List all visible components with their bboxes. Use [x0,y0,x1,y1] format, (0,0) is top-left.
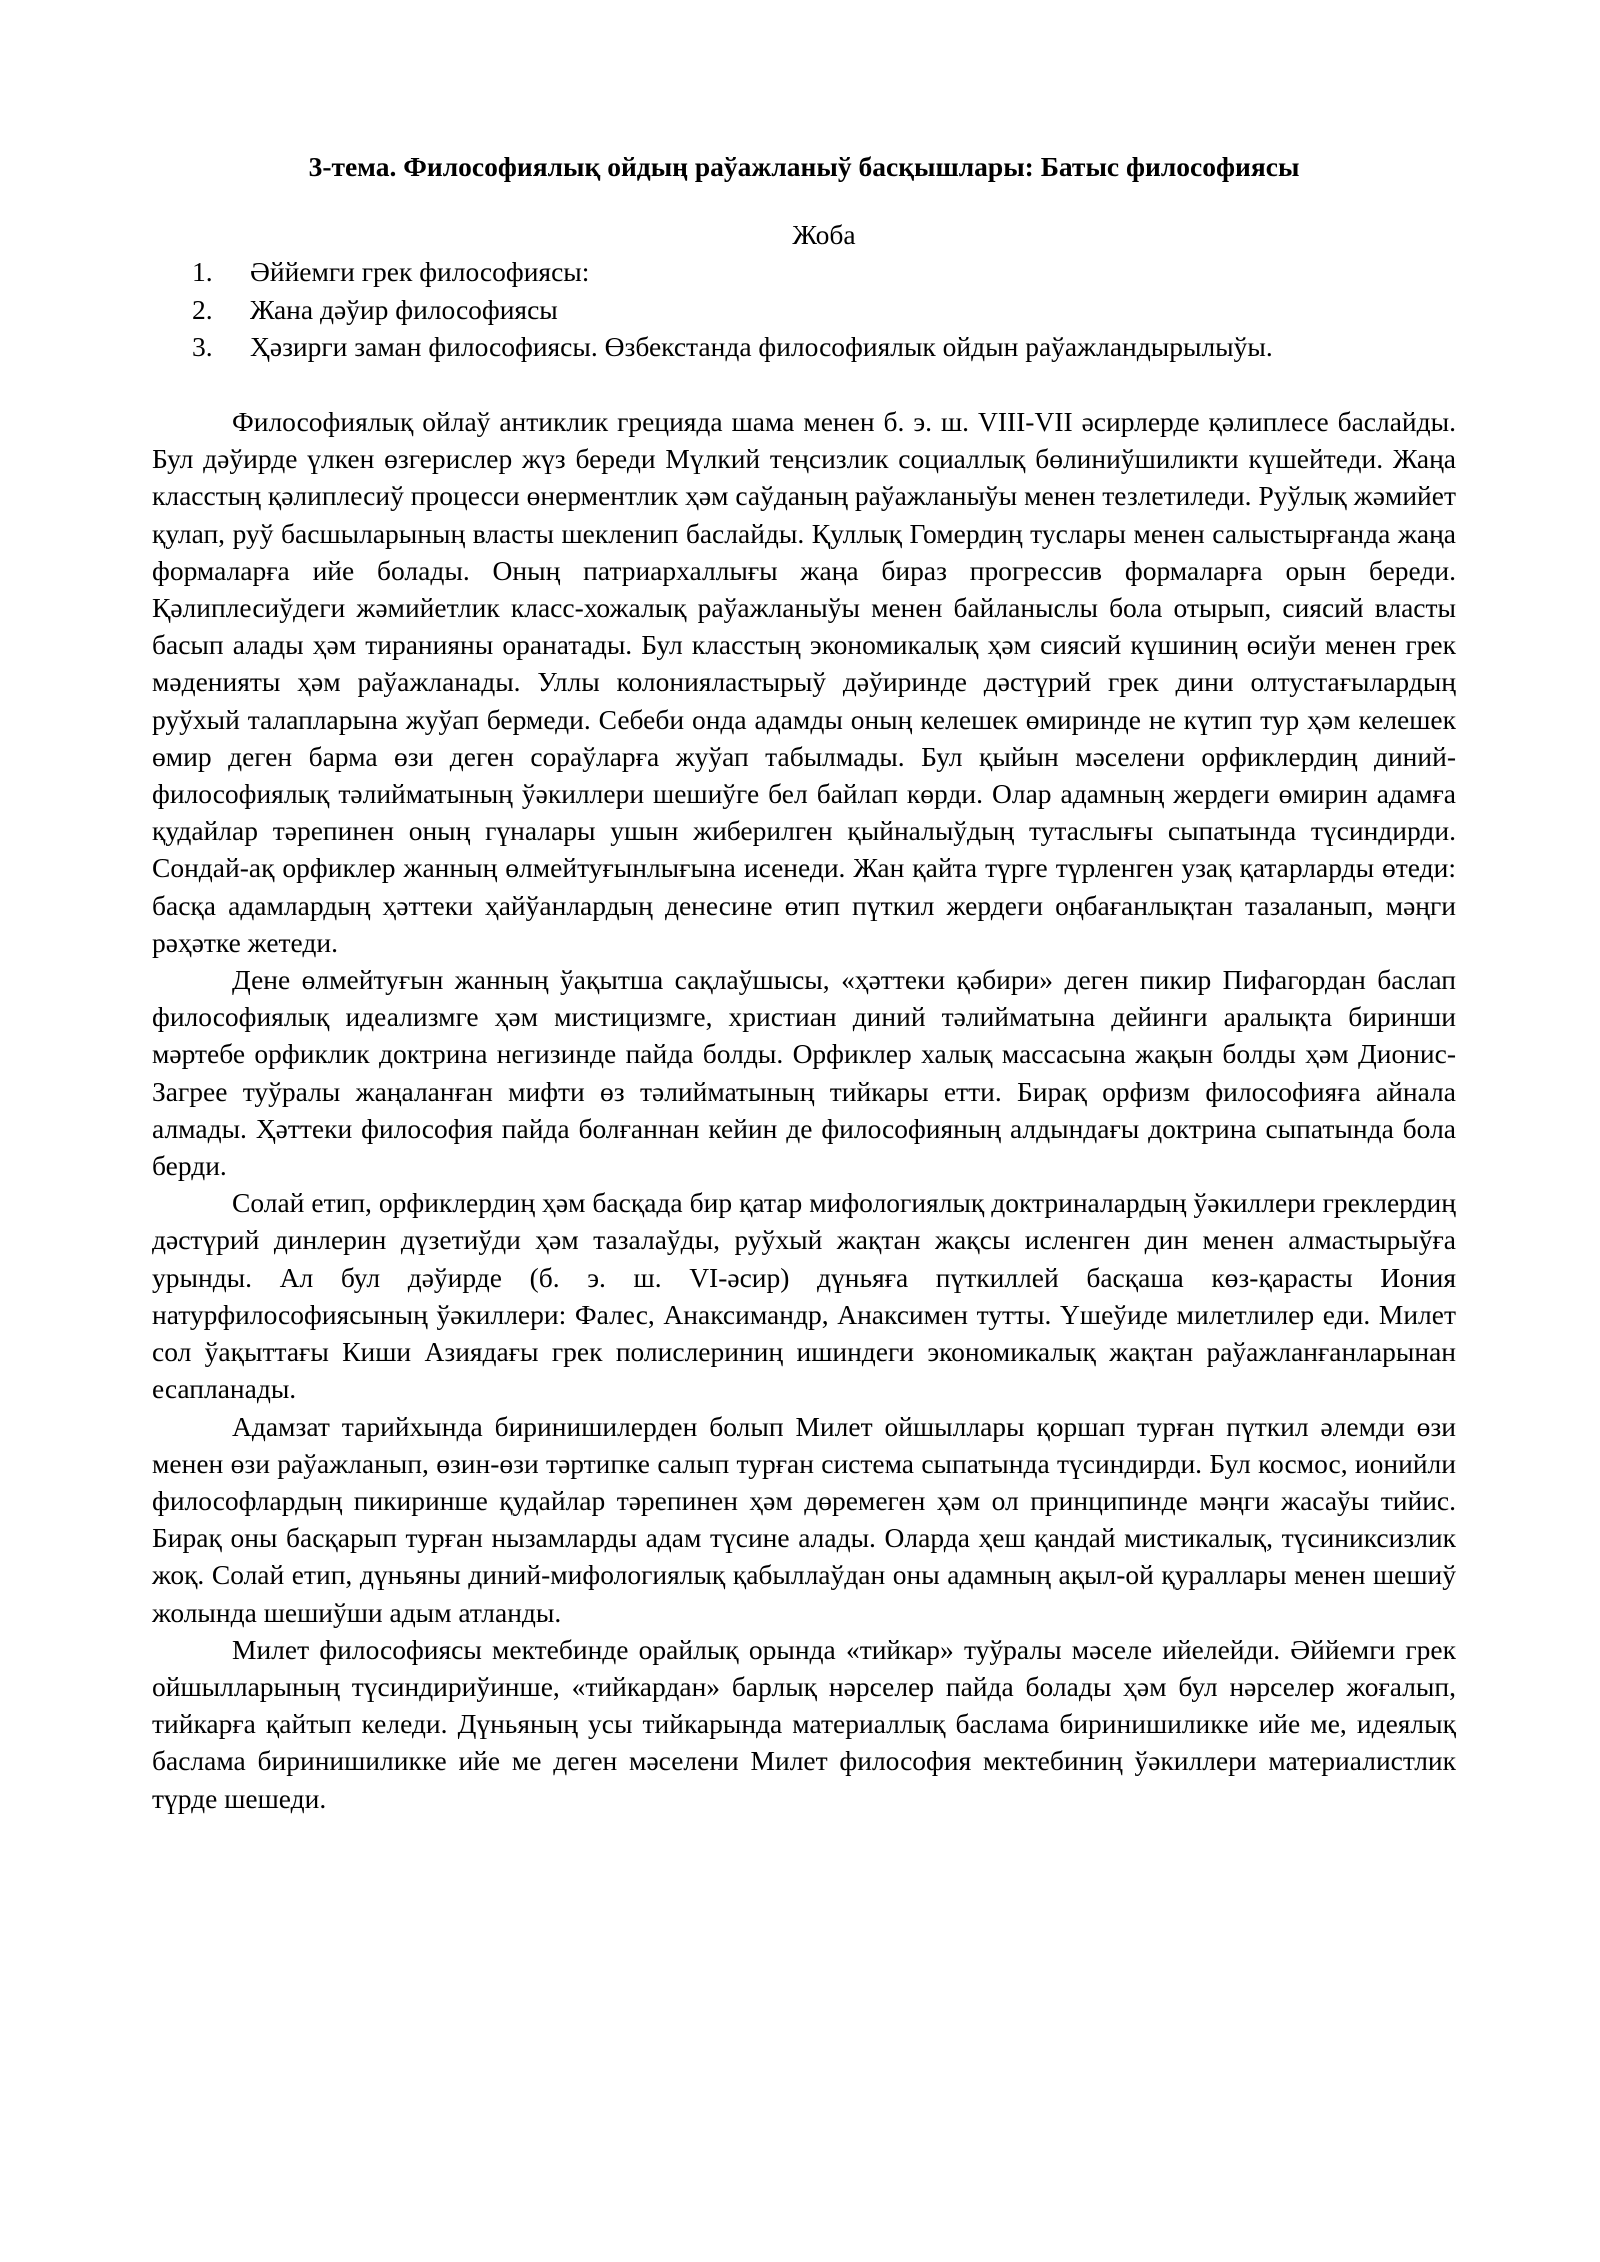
plan-item [152,328,1456,365]
plan-item-number: 3. [192,330,213,362]
plan-list [152,253,1456,365]
body-paragraph-1: Философиялық ойлаў антиклик грецияда шама менен б. э. ш. VIII-VII әсирлерде қәлиплесе баслайды. Бул дәўирде үлкен өзгерислер жүз береди Мүлкий теңсизлик социаллық бөлиниўшиликти күшейтеди. Жаңа класстың қәлиплесиў процесси өнерментлик ҳәм саўданың раўажланыўы менен тезлетиледи. Руўлық жәмийет қулап, руў басшыларының власты шекленип баслайды. Қуллық Гомердиң туслары менен салыстырғанда жаңа формаларға ийе болады. Оның патриархаллығы жаңа бираз прогрессив формаларға орын береди. Қәлиплесиўдеги жәмийетлик класс-хожалық раўажланыўы менен байланыслы бола отырып, сиясий власты басып алады ҳәм тиранияны оранатады. Бул класстың экономикалық ҳәм сиясий күшиниң өсиўи менен грек мәденияты ҳәм раўажланады. Уллы колонияластырыў дәўиринде дәстүрий грек дини олтустағылардың руўхый талапларына жуўап бермеди. Себеби онда адамды оның келешек өмиринде не күтип тур ҳәм келешек өмир деген барма өзи деген сораўларға жуўап табылмады. Бул қыйын мәселени орфиклердиң диний-философиялық тәлийматының ўәкиллери шешиўге бел байлап көрди. Олар адамның жердеги өмирин адамға қудайлар тәрепинен оның гүналары ушын жиберилген қыйналыўдың тутаслығы сыпатында түсиндирди. Сондай-ақ орфиклер жанның өлмейтуғынлығына исенеди. Жан қайта түрге түрленген узақ қатарларды өтеди: басқа адамлардың ҳәттеки ҳайўанлардың денесине өтип пүткил жердеги оңбағанлықтан тазаланып, мәңги рәҳәтке жетеди. [152,406,1456,958]
body-paragraph-4: Адамзат тарийхында биринишилерден болып Милет ойшыллары қоршап турған пүткил әлемди өзи менен өзи раўажланып, өзин-өзи тәртипке салып турған система сыпатында түсиндирди. Бул космос, ионийли философлардың пикиринше қудайлар тәрепинен ҳәм дөремеген ҳәм ол принципинде мәңги жасаўы тийис. Бирақ оны басқарып турған нызамларды адам түсине алады. Оларда ҳеш қандай мистикалық, түсиниксизлик жоқ. Солай етип, дүньяны диний-мифологиялық қабыллаўдан оны адамның ақыл-ой қураллары менен шешиў жолында шешиўши адым атланды. [152,1410,1456,1628]
plan-item-text: Әййемги грек философиясы: [250,256,590,288]
plan-item-number: 2. [192,293,213,325]
plan-item-text: Жана дәўир философиясы [250,293,558,325]
body-paragraph-2: Дене өлмейтуғын жанның ўақытша сақлаўшысы, «ҳәттеки қәбири» деген пикир Пифагордан баслап философиялық идеализмге ҳәм мистицизмге, христиан диний тәлийматына дейинги аралықта биринши мәртебе орфиклик доктрина негизинде пайда болды. Орфиклер халық массасына жақын болды ҳәм Дионис-Загрее туўралы жаңаланған мифти өз тәлийматының тийкары етти. Бирақ орфизм философияға айнала алмады. Ҳәттеки философия пайда болғаннан кейин де философияның алдындағы доктрина сыпатында бола берди. [152,964,1456,1182]
plan-item-text: Ҳәзирги заман философиясы. Өзбекстанда философиялык ойдын раўажландырылыўы. [250,330,1273,362]
body-paragraph-3: Солай етип, орфиклердиң ҳәм басқада бир қатар мифологиялық доктриналардың ўәкиллери греклердиң дәстүрий динлерин дүзетиўди ҳәм тазалаўды, руўхый жақтан жақсы исленген дин менен алмастырыўға урынды. Ал бул дәўирде (б. э. ш. VI-әсир) дүньяға пүткиллей басқаша көз-қарасты Иония натурфилософиясының ўәкиллери: Фалес, Анаксимандр, Анаксимен тутты. Үшеўиде милетлилер еди. Милет сол ўақыттағы Киши Азиядағы грек полислериниң ишиндеги экономикалық жақтан раўажланғанларынан есапланады. [152,1187,1456,1405]
plan-item-number: 1. [192,256,213,288]
plan-item [152,291,1456,328]
body-paragraph-5: Милет философиясы мектебинде орайлық орында «тийкар» туўралы мәселе ийелейди. Әййемги грек ойшылларының түсиндириўинше, «тийкардан» барлық нәрселер пайда болады ҳәм бул нәрселер жоғалып, тийкарға қайтып келеди. Дүньяның усы тийкарында материаллық баслама биринишиликке ийе ме, идеялық баслама биринишиликке ийе ме деген мәселени Милет философия мектебиниң ўәкиллери материалистлик түрде шешеди. [152,1633,1456,1814]
plan-heading: Жоба [792,219,856,251]
document-page [152,148,1456,1817]
document-title: 3-тема. Философиялық ойдың раўажланыў басқышлары: Батыс философиясы [308,151,1300,182]
plan-item [152,253,1456,290]
